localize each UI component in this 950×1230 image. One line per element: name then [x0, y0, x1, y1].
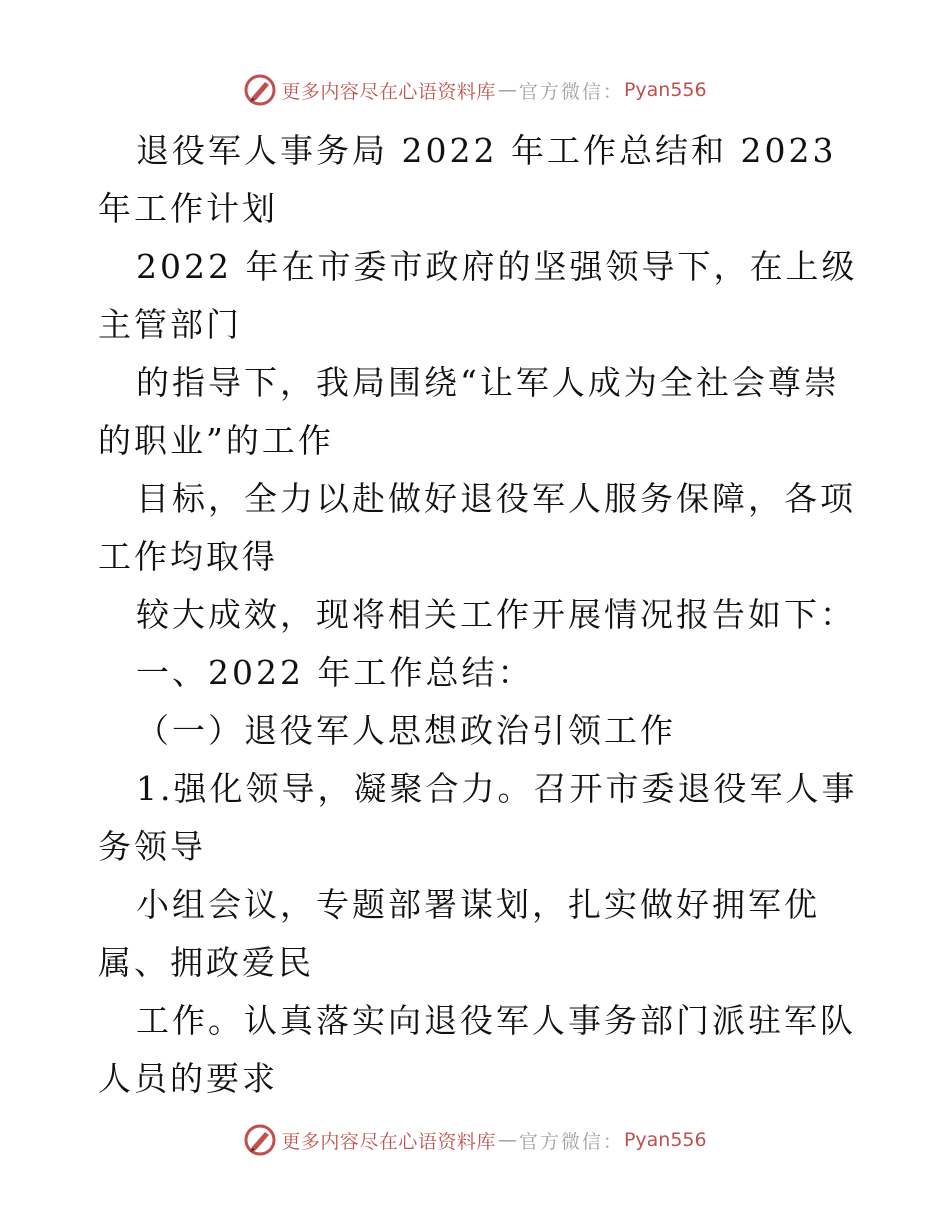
watermark-official-label: 官方微信：: [518, 80, 624, 103]
paragraph: 工作。认真落实向退役军人事务部门派驻军队人员的要求: [98, 1001, 856, 1098]
watermark-wechat-id: Pyan556: [623, 1129, 707, 1151]
watermark-header: [0, 70, 950, 110]
document-body: [98, 122, 858, 1108]
watermark-library-text: 更多内容尽在心语资料库: [281, 80, 496, 103]
watermark-wechat-id: Pyan556: [623, 79, 707, 101]
pen-seal-logo-icon: [243, 1123, 277, 1157]
watermark-separator: —: [497, 1129, 517, 1151]
paragraph: 小组会议，专题部署谋划，扎实做好拥军优属、拥政爱民: [98, 885, 820, 982]
paragraph: 2022 年在市委市政府的坚强领导下，在上级主管部门: [98, 247, 858, 344]
watermark-official-label: 官方微信：: [518, 1130, 624, 1153]
paragraph: 目标，全力以赴做好退役军人服务保障，各项工作均取得: [98, 479, 856, 576]
section-heading: 一、2022 年工作总结：: [136, 653, 534, 692]
document-title: 退役军人事务局 2022 年工作总结和 2023 年工作计划: [98, 131, 837, 228]
paragraph: 较大成效，现将相关工作开展情况报告如下：: [136, 595, 856, 634]
paragraph: 的指导下，我局围绕“让军人成为全社会尊崇的职业”的工作: [98, 363, 840, 460]
subsection-heading: （一）退役军人思想政治引领工作: [136, 711, 676, 750]
watermark-footer: [0, 1120, 950, 1160]
pen-seal-logo-icon: [243, 73, 277, 107]
watermark-separator: —: [497, 79, 517, 101]
watermark-library-text: 更多内容尽在心语资料库: [281, 1130, 496, 1153]
paragraph: 1.强化领导，凝聚合力。召开市委退役军人事务领导: [98, 769, 858, 866]
